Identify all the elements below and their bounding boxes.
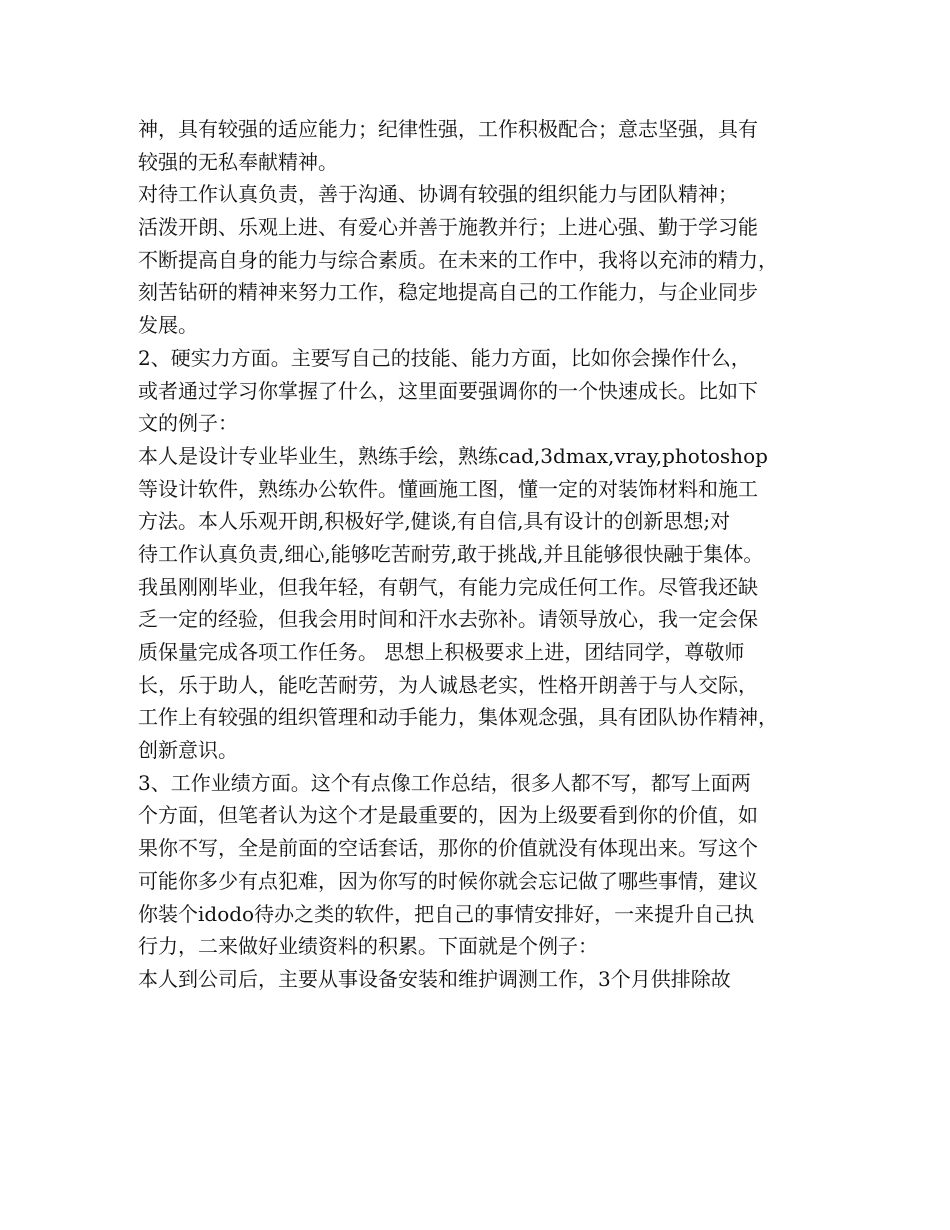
text-line: 发展。 (138, 313, 198, 338)
text-line: 活泼开朗、乐观上进、有爱心并善于施教并行；上进心强、勤于学习能 (138, 215, 758, 240)
text-line: 本人到公司后，主要从事设备安装和维护调测工作，3个月供排除故 (138, 966, 731, 991)
text-line: 神，具有较强的适应能力；纪律性强，工作积极配合；意志坚强，具有 (138, 117, 758, 141)
text-line: 2、硬实力方面。主要写自己的技能、能力方面，比如你会操作什么， (138, 345, 751, 370)
text-line: 个方面，但笔者认为这个才是最重要的，因为上级要看到你的价值，如 (138, 803, 758, 828)
text-line: 可能你多少有点犯难，因为你写的时候你就会忘记做了哪些事情，建议 (138, 868, 758, 893)
text-line: 工作上有较强的组织管理和动手能力，集体观念强，具有团队协作精神， (138, 705, 778, 730)
text-line: 行力，二来做好业绩资料的积累。下面就是个例子： (138, 934, 598, 959)
text-line: 待工作认真负责,细心,能够吃苦耐劳,敢于挑战,并且能够很快融于集体。 (138, 541, 764, 566)
text-line: 不断提高自身的能力与综合素质。在未来的工作中，我将以充沛的精力， (138, 247, 778, 272)
text-line: 刻苦钻研的精神来努力工作，稳定地提高自己的工作能力，与企业同步 (138, 280, 758, 305)
text-line: 长，乐于助人，能吃苦耐劳，为人诚恳老实，性格开朗善于与人交际， (138, 672, 758, 697)
text-line: 对待工作认真负责，善于沟通、协调有较强的组织能力与团队精神； (138, 182, 738, 207)
text-line: 或者通过学习你掌握了什么，这里面要强调你的一个快速成长。比如下 (138, 378, 758, 403)
document-body (138, 113, 818, 996)
text-line: 你装个idodo待办之类的软件，把自己的事情安排好，一来提升自己执 (138, 901, 755, 926)
text-line: 乏一定的经验，但我会用时间和汗水去弥补。请领导放心，我一定会保 (138, 607, 758, 632)
text-line: 方法。本人乐观开朗,积极好学,健谈,有自信,具有设计的创新思想;对 (138, 509, 731, 534)
text-line: 较强的无私奉献精神。 (138, 149, 338, 174)
text-line: 我虽刚刚毕业，但我年轻，有朝气，有能力完成任何工作。尽管我还缺 (138, 574, 758, 599)
text-line: 质保量完成各项工作任务。 思想上积极要求上进，团结同学，尊敬师 (138, 640, 745, 664)
text-line: 本人是设计专业毕业生，熟练手绘，熟练cad,3dmax,vray,photoshop (138, 443, 768, 468)
text-line: 3、工作业绩方面。这个有点像工作总结，很多人都不写，都写上面两 (138, 770, 751, 795)
text-line: 果你不写，全是前面的空话套话，那你的价值就没有体现出来。写这个 (138, 836, 758, 861)
text-line: 等设计软件，熟练办公软件。懂画施工图，懂一定的对装饰材料和施工 (138, 476, 758, 501)
text-line: 文的例子： (138, 411, 238, 436)
text-line: 创新意识。 (138, 738, 238, 763)
